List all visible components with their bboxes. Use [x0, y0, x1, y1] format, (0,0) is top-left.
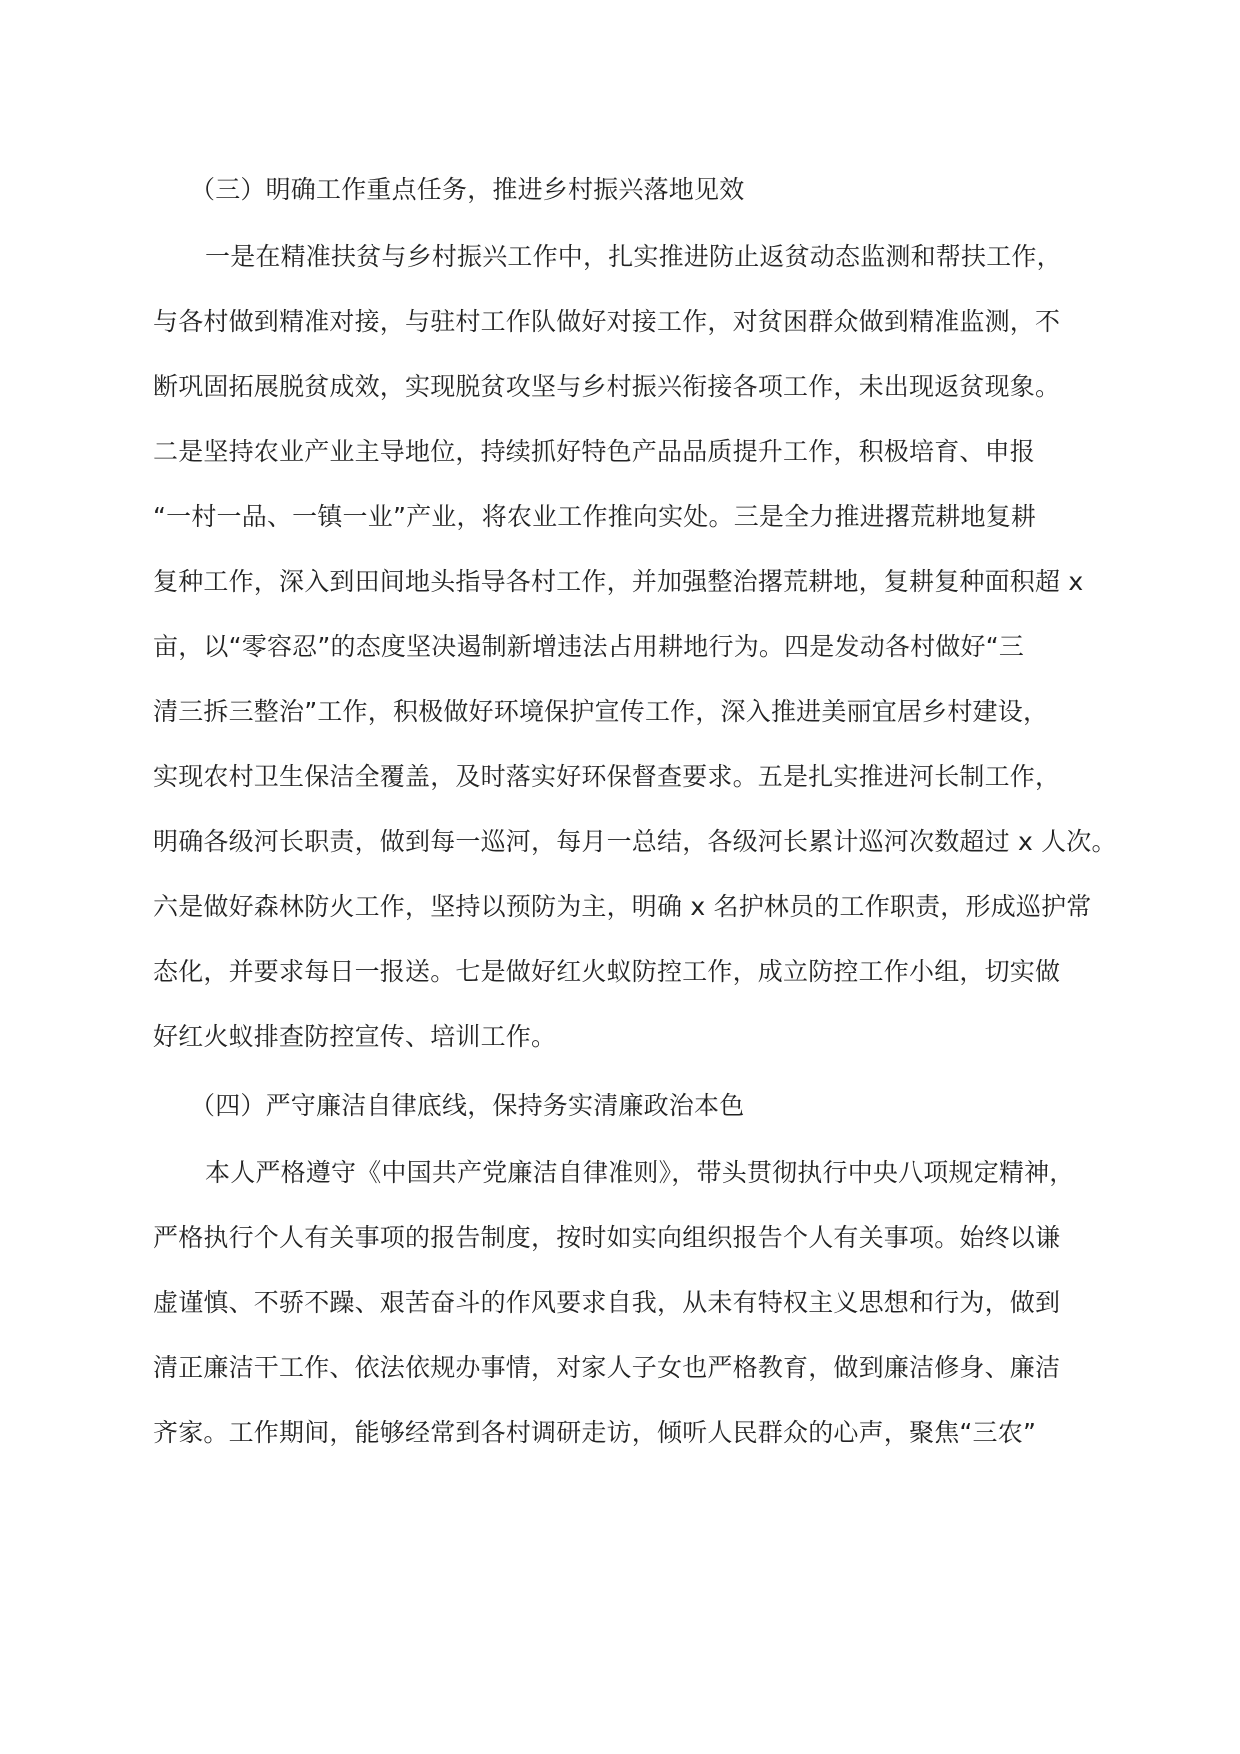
paragraph-line: 明确各级河长职责，做到每一巡河，每月一总结，各级河长累计巡河次数超过 x 人次。	[153, 827, 1117, 856]
paragraph-line: 断巩固拓展脱贫成效，实现脱贫攻坚与乡村振兴衔接各项工作，未出现返贫现象。	[153, 372, 1061, 401]
paragraph-line: 复种工作，深入到田间地头指导各村工作，并加强整治撂荒耕地，复耕复种面积超 x	[153, 567, 1084, 596]
paragraph-line: 清正廉洁干工作、依法依规办事情，对家人子女也严格教育，做到廉洁修身、廉洁	[153, 1353, 1061, 1382]
paragraph-line: 实现农村卫生保洁全覆盖，及时落实好环保督查要求。五是扎实推进河长制工作，	[153, 762, 1061, 791]
paragraph-line: 一是在精准扶贫与乡村振兴工作中，扎实推进防止返贫动态监测和帮扶工作，	[205, 242, 1062, 271]
paragraph-line: 齐家。工作期间，能够经常到各村调研走访，倾听人民群众的心声，聚焦“三农”	[153, 1418, 1037, 1447]
section-heading-3: （三）明确工作重点任务，推进乡村振兴落地见效	[190, 175, 745, 204]
paragraph-line: 二是坚持农业产业主导地位，持续抓好特色产品品质提升工作，积极培育、申报	[153, 437, 1036, 466]
section-heading-4: （四）严守廉洁自律底线，保持务实清廉政治本色	[190, 1091, 745, 1120]
paragraph-line: “一村一品、一镇一业”产业，将农业工作推向实处。三是全力推进撂荒耕地复耕	[153, 502, 1037, 531]
paragraph-line: 本人严格遵守《中国共产党廉洁自律准则》，带头贯彻执行中央八项规定精神，	[205, 1158, 1075, 1187]
paragraph-line: 亩，以“零容忍”的态度坚决遏制新增违法占用耕地行为。四是发动各村做好“三	[153, 632, 1025, 661]
paragraph-line: 虚谨慎、不骄不躁、艰苦奋斗的作风要求自我，从未有特权主义思想和行为，做到	[153, 1288, 1061, 1317]
paragraph-line: 清三拆三整治”工作，积极做好环境保护宣传工作，深入推进美丽宜居乡村建设，	[153, 697, 1049, 726]
paragraph-line: 六是做好森林防火工作，坚持以预防为主，明确 x 名护林员的工作职责，形成巡护常	[153, 892, 1092, 921]
paragraph-line: 态化，并要求每日一报送。七是做好红火蚁防控工作，成立防控工作小组，切实做	[153, 957, 1061, 986]
paragraph-line: 与各村做到精准对接，与驻村工作队做好对接工作，对贫困群众做到精准监测，不	[153, 307, 1061, 336]
paragraph-line: 严格执行个人有关事项的报告制度，按时如实向组织报告个人有关事项。始终以谦	[153, 1223, 1061, 1252]
paragraph-line: 好红火蚁排查防控宣传、培训工作。	[153, 1022, 557, 1051]
